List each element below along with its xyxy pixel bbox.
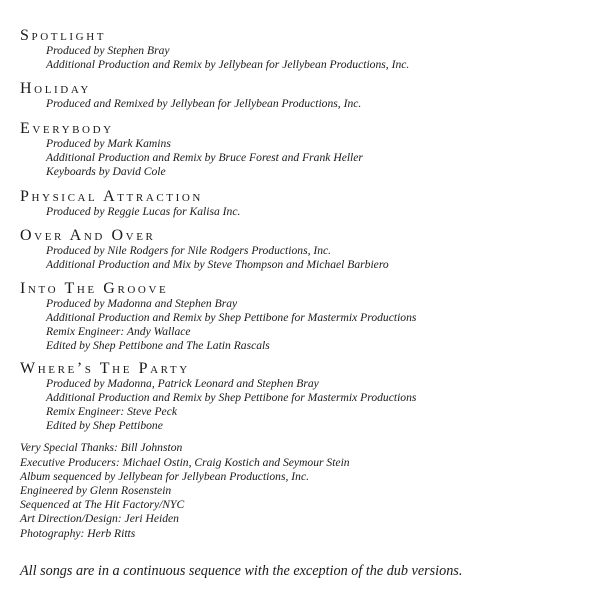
- photography-credit: Photography: Herb Ritts: [20, 527, 136, 540]
- track-credit: Produced and Remixed by Jellybean for Jellybean Productions, Inc.: [46, 97, 362, 110]
- track-credit: Produced by Madonna and Stephen Bray: [46, 297, 238, 310]
- track-credit: Additional Production and Remix by Bruce Forest and Frank Heller: [46, 151, 363, 164]
- track-title-wheres-the-party: Where’s The Party: [20, 360, 190, 377]
- track-credit: Additional Production and Mix by Steve Thompson and Michael Barbiero: [46, 258, 389, 271]
- track-title-spotlight: Spotlight: [20, 27, 107, 44]
- special-thanks: Very Special Thanks: Bill Johnston: [20, 441, 183, 454]
- track-credit: Edited by Shep Pettibone and The Latin Rascals: [46, 339, 270, 352]
- engineering-credit: Engineered by Glenn Rosenstein: [20, 484, 172, 497]
- track-credit: Produced by Mark Kamins: [46, 137, 171, 150]
- continuous-sequence-note: All songs are in a continuous sequence with the exception of the dub versions.: [20, 563, 463, 579]
- track-title-into-the-groove: Into The Groove: [20, 280, 169, 297]
- track-credit: Edited by Shep Pettibone: [46, 419, 163, 432]
- art-direction-credit: Art Direction/Design: Jeri Heiden: [20, 512, 179, 525]
- track-title-physical-attraction: Physical Attraction: [20, 188, 203, 205]
- track-credit: Keyboards by David Cole: [46, 165, 166, 178]
- track-title-everybody: Everybody: [20, 120, 114, 137]
- track-credit: Additional Production and Remix by Shep Pettibone for Mastermix Productions: [46, 391, 417, 404]
- track-credit: Produced by Nile Rodgers for Nile Rodgers Productions, Inc.: [46, 244, 332, 257]
- album-sequencing-credit: Album sequenced by Jellybean for Jellybean Productions, Inc.: [20, 470, 309, 483]
- track-credit: Additional Production and Remix by Shep Pettibone for Mastermix Productions: [46, 311, 417, 324]
- track-credit: Produced by Madonna, Patrick Leonard and Stephen Bray: [46, 377, 319, 390]
- track-credit: Produced by Stephen Bray: [46, 44, 170, 57]
- track-credit: Additional Production and Remix by Jellybean for Jellybean Productions, Inc.: [46, 58, 410, 71]
- executive-producers: Executive Producers: Michael Ostin, Craig Kostich and Seymour Stein: [20, 456, 350, 469]
- track-credit: Remix Engineer: Andy Wallace: [46, 325, 191, 338]
- track-title-holiday: Holiday: [20, 80, 91, 97]
- track-title-over-and-over: Over And Over: [20, 227, 156, 244]
- track-credit: Remix Engineer: Steve Peck: [46, 405, 177, 418]
- sequenced-at-credit: Sequenced at The Hit Factory/NYC: [20, 498, 185, 511]
- track-credit: Produced by Reggie Lucas for Kalisa Inc.: [46, 205, 241, 218]
